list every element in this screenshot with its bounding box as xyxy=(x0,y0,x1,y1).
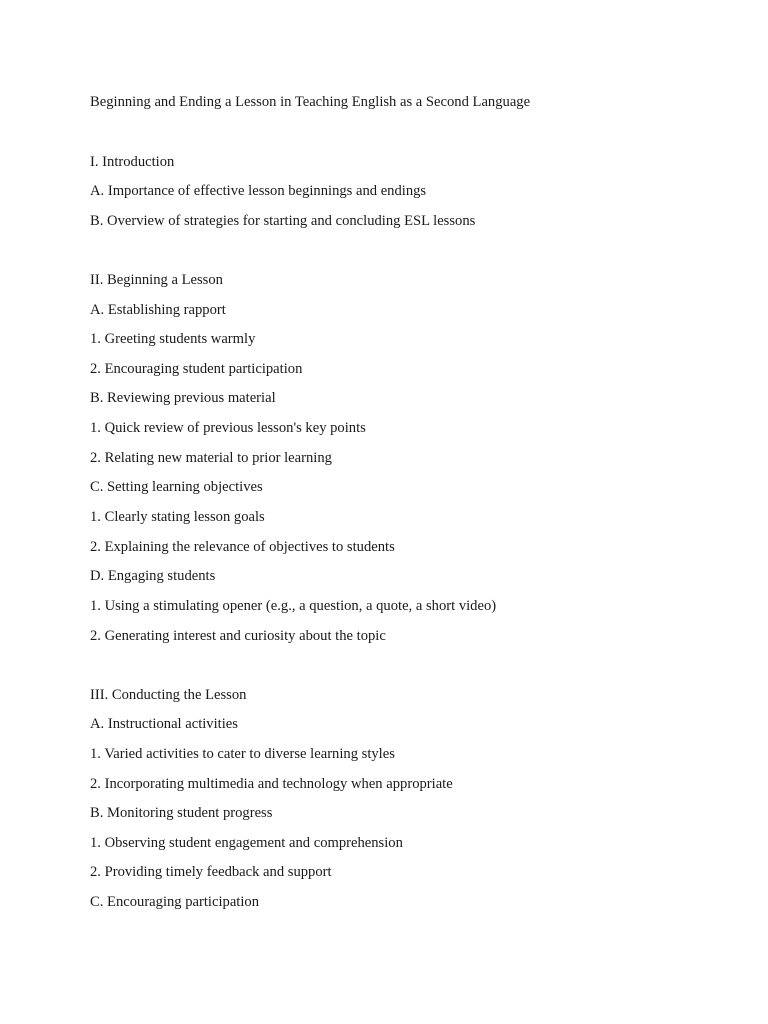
outline-item: 2. Relating new material to prior learning xyxy=(90,450,332,466)
outline-item: B. Reviewing previous material xyxy=(90,390,276,406)
outline-item: A. Establishing rapport xyxy=(90,302,226,318)
section-heading-beginning: II. Beginning a Lesson xyxy=(90,272,223,288)
outline-item: 1. Greeting students warmly xyxy=(90,331,256,347)
outline-item: 1. Using a stimulating opener (e.g., a question, a quote, a short video) xyxy=(90,598,497,614)
outline-item: A. Importance of effective lesson beginnings and endings xyxy=(90,183,427,199)
outline-item: C. Encouraging participation xyxy=(90,894,259,910)
outline-item: 1. Varied activities to cater to diverse learning styles xyxy=(90,746,395,762)
outline-item: 1. Observing student engagement and comprehension xyxy=(90,835,403,851)
outline-item: C. Setting learning objectives xyxy=(90,479,263,495)
outline-item: 2. Generating interest and curiosity about the topic xyxy=(90,628,386,644)
outline-item: D. Engaging students xyxy=(90,568,216,584)
outline-item: B. Monitoring student progress xyxy=(90,805,273,821)
section-heading-conducting: III. Conducting the Lesson xyxy=(90,687,247,703)
outline-item: B. Overview of strategies for starting and concluding ESL lessons xyxy=(90,213,476,229)
outline-item: 1. Clearly stating lesson goals xyxy=(90,509,265,525)
outline-item: 2. Incorporating multimedia and technology when appropriate xyxy=(90,776,453,792)
outline-item: 2. Providing timely feedback and support xyxy=(90,864,332,880)
outline-item: 2. Encouraging student participation xyxy=(90,361,303,377)
section-heading-introduction: I. Introduction xyxy=(90,154,175,170)
outline-item: A. Instructional activities xyxy=(90,716,238,732)
document-title: Beginning and Ending a Lesson in Teaching English as a Second Language xyxy=(90,94,531,110)
outline-item: 1. Quick review of previous lesson's key points xyxy=(90,420,366,436)
outline-item: 2. Explaining the relevance of objectives to students xyxy=(90,539,395,555)
